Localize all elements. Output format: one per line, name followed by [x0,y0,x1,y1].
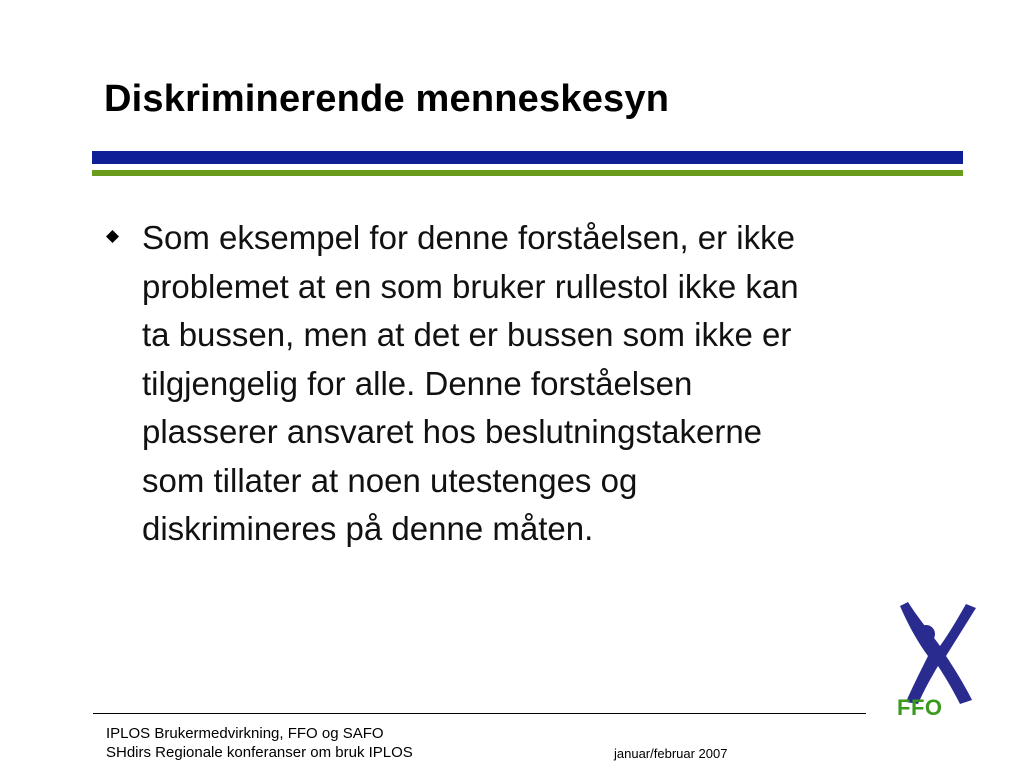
footer-line-2: SHdirs Regionale konferanser om bruk IPLOS [106,744,413,761]
title-underline-green [92,170,963,176]
bullet-line: Som eksempel for denne forståelsen, er ikke [142,219,795,256]
title-underline-blue [92,151,963,164]
bullet-line: diskrimineres på denne måten. [142,510,594,547]
diamond-bullet-icon [106,230,119,243]
bullet-line: tilgjengelig for alle. Denne forståelsen [142,364,693,402]
bullet-line: ta bussen, men at det er bussen som ikke er [142,316,792,353]
footer-rule [93,713,866,714]
footer-info [106,724,413,762]
bullet-line: som tillater at noen utestenges og [142,461,638,499]
footer-line-1: IPLOS Brukermedvirkning, FFO og SAFO [106,725,384,742]
slide-title: Diskriminerende menneskesyn [104,78,670,120]
bullet-line: problemet at en som bruker rullestol ikke kan [142,267,799,305]
bullet-text [142,214,962,554]
bullet-line: plasserer ansvaret hos beslutningstakerne [142,413,763,450]
ffo-logo-text: FFO [897,695,943,720]
footer-date: januar/februar 2007 [614,746,728,761]
